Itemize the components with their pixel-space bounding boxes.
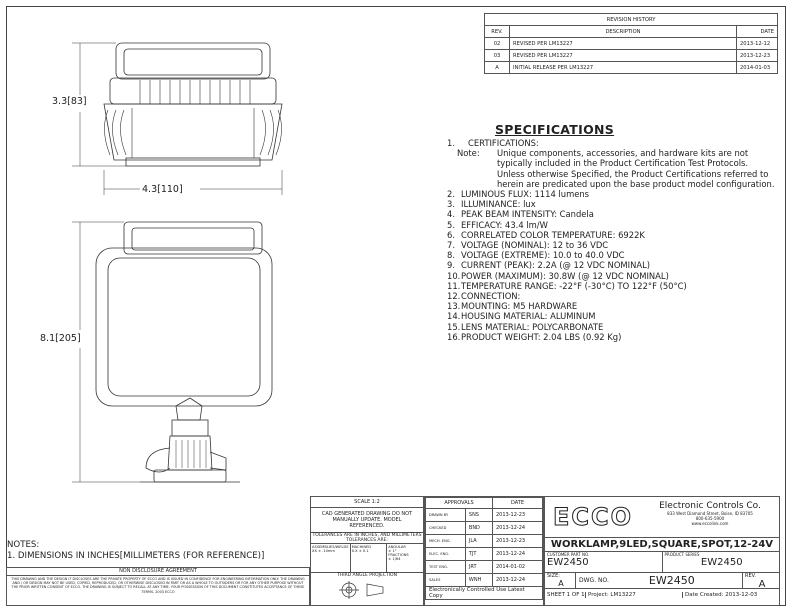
revision-row: A INITIAL RELEASE PER LM13227 2014-01-03: [485, 62, 778, 74]
spec-item: 14. HOUSING MATERIAL: ALUMINUM: [447, 311, 596, 322]
spec-item: 2. LUMINOUS FLUX: 1114 lumens: [447, 189, 590, 200]
spec-item: 3. ILLUMINANCE: lux: [447, 199, 536, 210]
spec-item: 12. CONNECTION:: [447, 291, 521, 302]
rev-col-header: REV.: [485, 26, 510, 38]
spec-item: 8. VOLTAGE (EXTREME): 10.0 to 40.0 VDC: [447, 250, 625, 261]
dim-width: 4.3[110]: [142, 184, 183, 195]
spec-item: 7. VOLTAGE (NOMINAL): 12 to 36 VDC: [447, 240, 609, 251]
top-view: [104, 43, 282, 166]
spec-item: 11. TEMPERATURE RANGE: -22°F (-30°C) TO 122°F (50°C): [447, 280, 687, 291]
ecco-logo: ECCO: [552, 503, 634, 531]
dim-height-front: 8.1[205]: [40, 333, 81, 344]
spec-item: 6. CORRELATED COLOR TEMPERATURE: 6922K: [447, 229, 645, 240]
projection-symbol-icon: [311, 579, 421, 601]
revision-history-table: [484, 13, 778, 74]
specifications-title: SPECIFICATIONS: [495, 122, 615, 137]
approval-row: MECH. ENG. JLA 2013-12-23: [426, 535, 543, 548]
revision-row: 03 REVISED PER LM13227 2013-12-23: [485, 50, 778, 62]
note-line: 1. DIMENSIONS IN INCHES[MILLIMETERS (FOR REFERENCE)]: [7, 550, 265, 561]
approval-row: SALES WNH 2013-12-24: [426, 574, 543, 587]
notes-title: NOTES:: [7, 540, 40, 550]
revision-history-title: REVISION HISTORY: [485, 14, 778, 26]
technical-drawing: [0, 0, 440, 500]
spec-item: 15. LENS MATERIAL: POLYCARBONATE: [447, 321, 604, 332]
dim-height-top: 3.3[83]: [52, 96, 87, 107]
approval-row: DRAWN BY SNS 2013-12-23: [426, 509, 543, 522]
certification-note: Note: Unique components, accessories, and hardware kits are not typically included in the Product Certification Test Protocols. Unless otherwise Specified, the Product Certifications referred to herein are predicated upon the base product model configuration.: [457, 148, 775, 189]
spec-item: 4. PEAK BEAM INTENSITY: Candela: [447, 209, 594, 220]
approval-row: ELEC. ENG. TJT 2013-12-24: [426, 548, 543, 561]
desc-col-header: DESCRIPTION: [510, 26, 737, 38]
company-block: ECCO Electronic Controls Co. 833 West Diamond Street, Boise, ID 83705 800-635-5900 www.eccolink.com WORKLAMP,9LED,SQUARE,SPOT,12-24V CUSTOMER PART NO. EW2450 PRODUCT SERIES EW2450 SIZE: A DWG. NO. EW2450 REV. A SHEET 1 OF 1 Project: LM13227 Date Created: 2013-12-03: [544, 496, 780, 606]
product-title: WORKLAMP,9LED,SQUARE,SPOT,12-24V: [545, 538, 779, 552]
front-view: [96, 222, 272, 482]
spec-item: 5. EFFICACY: 43.4 lm/W: [447, 219, 548, 230]
spec-item: 9. CURRENT (PEAK): 2.2A (@ 12 VDC NOMINAL): [447, 260, 651, 271]
tolerance-block: SCALE 1:2 CAD GENERATED DRAWING DO NOT MANUALLY UPDATE. MODEL REFERENCED. TOLERANCES ARE IN INCHES, AND MILLIMETERS TOLERANCES ARE: ASSEMBLIES/WELDS XX ± .10mm MACHINED X.X ± 0.1 ANGULAR ± 1° FRACTIONS ± 1/64 THIRD ANGLE PROJECTION: [310, 496, 424, 606]
nda-box: NON DISCLOSURE AGREEMENT THIS DRAWING AND THE DESIGN IT DISCLOSES ARE THE PRIVATE PROPERTY OF ECCO AND IS ISSUED IN CONFIDENCE FOR ENGINEERING INFORMATION ONLY. THE DRAWING AND / OR DESIGN MAY NOT BE USED, COPIED, REPRODUCED, OR OTHERWISE DISCLOSED IN PART OR AS A WHOLE TO OUTSIDERS OR FOR ANY OTHER PURPOSE WITHOUT THE PRIOR WRITTEN CONSENT OF ECCO. THE DRAWING IS SUBJECT TO RECALL AT ANY TIME. YOUR POSSESSION OF THIS DOCUMENT CONSTITUTES ACCEPTANCE OF THESE TERMS. 2003 ECCO: [6, 567, 310, 606]
notes-section: [7, 540, 264, 561]
spec-item: 10. POWER (MAXIMUM): 30.8W (@ 12 VDC NOMINAL): [447, 270, 669, 281]
approvals-block: APPROVALS DATE DRAWN BY SNS 2013-12-23 CHECKED BND 2013-12-24 MECH. ENG. JLA 2013-12-23 ELEC. ENG. TJT 2013-12-24 TEST ENG. JRT 2014-01-02 SALES WNH 2013-12-24 Electronically Controlled Use Latest Copy: [424, 496, 544, 606]
date-col-header: DATE: [737, 26, 778, 38]
spec-item: 16. PRODUCT WEIGHT: 2.04 LBS (0.92 Kg): [447, 331, 622, 342]
approval-row: TEST ENG. JRT 2014-01-02: [426, 561, 543, 574]
spec-item: 13. MOUNTING: M5 HARDWARE: [447, 301, 578, 312]
revision-row: 02 REVISED PER LM13227 2013-12-12: [485, 38, 778, 50]
copy-note: Electronically Controlled Use Latest Copy: [426, 587, 543, 600]
approval-row: CHECKED BND 2013-12-24: [426, 522, 543, 535]
specifications-list: 1. CERTIFICATIONS: Note: Unique components, accessories, and hardware kits are not typically included in the Product Certification Test Protocols. Unless otherwise Specified, the Product Certifications referred to herein are predicated upon the base product model configuration. 2. LUMINOUS FLUX: 1114 lumens 3. ILLUMINANCE: lux 4. PEAK BEAM INTENSITY: Candela 5. EFFICACY: 43.4 lm/W 6. CORRELATED COLOR TEMPERATURE: 6922K 7. VOLTAGE (NOMINAL): 12 to 36 VDC 8. VOLTAGE (EXTREME): 10.0 to 40.0 VDC 9. CURRENT (PEAK): 2.2A (@ 12 VDC NOMINAL) 10. POWER (MAXIMUM): 30.8W (@ 12 VDC NOMINAL) 11. TEMPERATURE RANGE: -22°F (-30°C) TO 122°F (50°C) 12. CONNECTION: 13. MOUNTING: M5 HARDWARE 14. HOUSING MATERIAL: ALUMINUM 15. LENS MATERIAL: POLYCARBONATE 16. PRODUCT WEIGHT: 2.04 LBS (0.92 Kg): [447, 138, 777, 342]
